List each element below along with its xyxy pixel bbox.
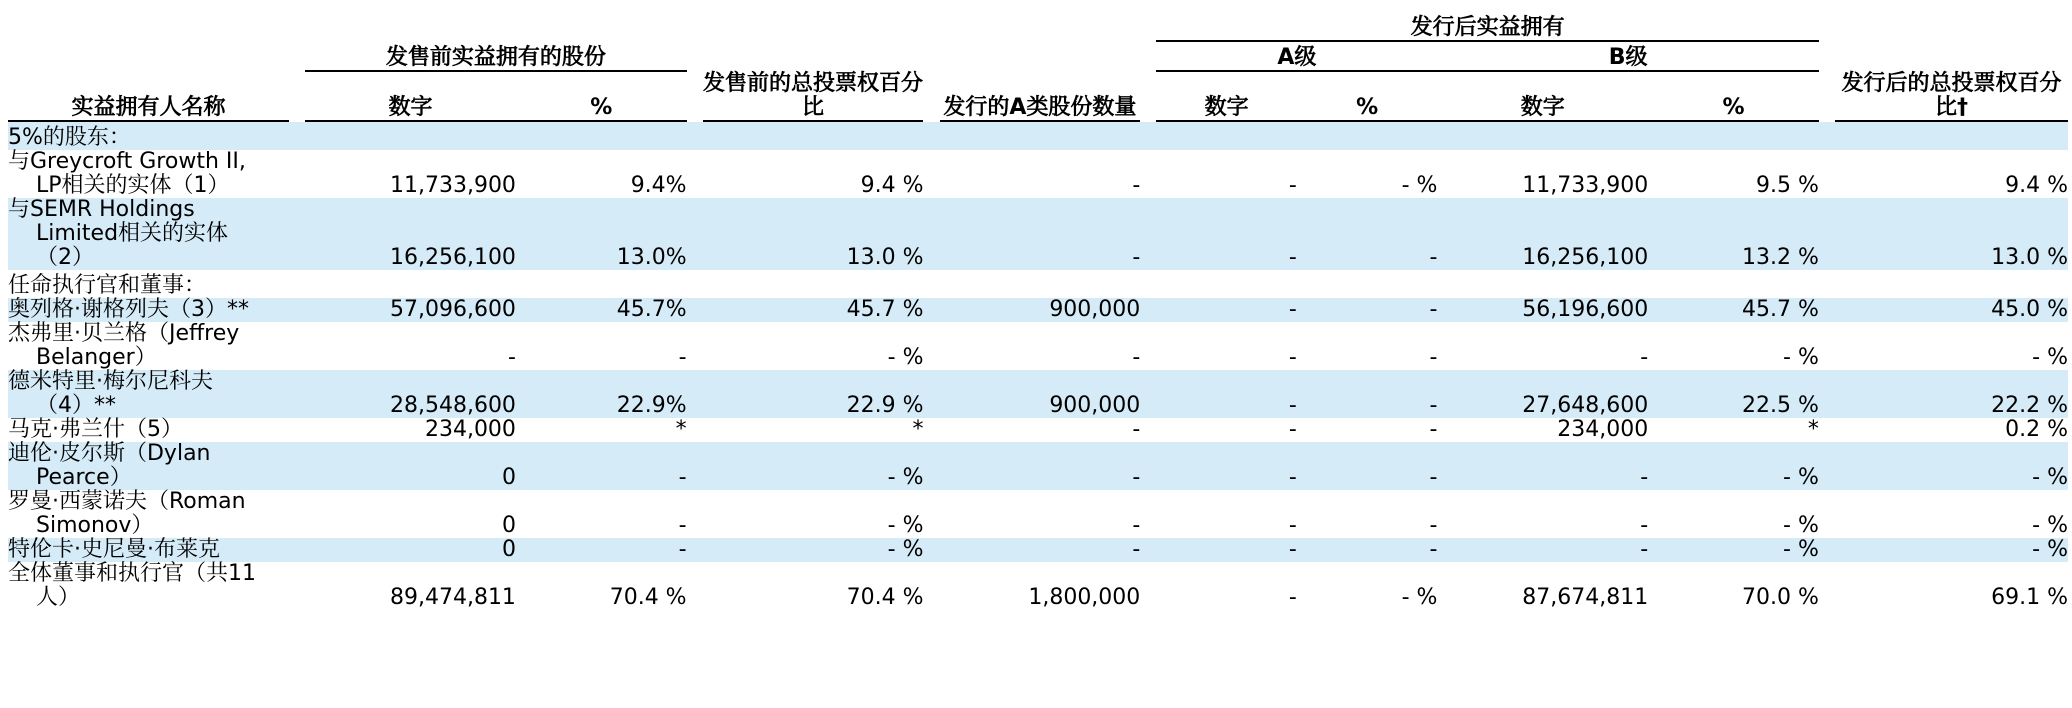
cell-a-num: - bbox=[1288, 417, 1297, 442]
cell-pre-vote: - % bbox=[703, 538, 924, 562]
cell-pre-num: 16,256,100 bbox=[305, 198, 516, 270]
cell-pre-pct: 45.7% bbox=[516, 298, 687, 322]
cell-pre-vote: * bbox=[912, 417, 924, 442]
post-offering-group-header: 发行后实益拥有 bbox=[1156, 6, 1819, 42]
owner-name bbox=[8, 298, 289, 322]
cell-b-pct: - % bbox=[1783, 345, 1819, 370]
cell-a-num: - bbox=[1156, 442, 1297, 490]
cell-b-pct: 45.7 % bbox=[1648, 298, 1819, 322]
owner-name-line: Limited相关的实体 bbox=[36, 221, 229, 246]
cell-post-vote: 45.0 % bbox=[1835, 298, 2068, 322]
cell-b-pct: 22.5 % bbox=[1648, 370, 1819, 418]
cell-a-pct: - bbox=[1297, 198, 1438, 270]
pre-offering-group-header: 发售前实益拥有的股份 bbox=[305, 42, 686, 72]
class-a-header: A级 bbox=[1156, 42, 1437, 72]
cell-post-vote: 22.2 % bbox=[1835, 370, 2068, 418]
cell-b-pct: 13.2 % bbox=[1648, 198, 1819, 270]
cell-b-num: 27,648,600 bbox=[1437, 370, 1648, 418]
cell-b-num: - bbox=[1640, 513, 1649, 538]
cell-a-offered: 1,800,000 bbox=[1028, 585, 1141, 610]
cell-pre-pct: - bbox=[516, 538, 687, 562]
cell-b-pct: 70.0 % bbox=[1742, 585, 1819, 610]
cell-a-offered: - bbox=[940, 198, 1141, 270]
section-label: 5%的股东： bbox=[8, 122, 2068, 150]
owner-name-line: 奥列格·谢格列夫（3）** bbox=[8, 297, 249, 322]
cell-b-pct: - % bbox=[1648, 538, 1819, 562]
class-b-header: B级 bbox=[1437, 42, 1818, 72]
owner-name-line: 与Greycroft Growth II, bbox=[8, 149, 246, 174]
cell-a-offered: - bbox=[1132, 345, 1141, 370]
table-row bbox=[8, 370, 2068, 418]
cell-b-num: 234,000 bbox=[1557, 417, 1649, 442]
table-row bbox=[8, 150, 2068, 198]
cell-pre-vote: 70.4 % bbox=[846, 585, 924, 610]
owner-name-line: Pearce） bbox=[36, 465, 132, 490]
owner-name-line: 罗曼·西蒙诺夫（Roman bbox=[8, 489, 246, 514]
table-row bbox=[8, 442, 2068, 490]
cell-pre-num: 0 bbox=[305, 538, 516, 562]
cell-post-vote: - % bbox=[1835, 442, 2068, 490]
owner-name-line: Belanger） bbox=[36, 345, 157, 370]
post-voting-header: 发行后的总投票权百分比† bbox=[1835, 72, 2068, 122]
table-row bbox=[8, 418, 2068, 442]
cell-b-pct: 9.5 % bbox=[1756, 173, 1819, 198]
owner-name bbox=[8, 418, 289, 442]
owner-name bbox=[8, 562, 289, 610]
table-body bbox=[8, 122, 2068, 610]
cell-pre-pct: - bbox=[678, 345, 687, 370]
cell-a-pct: - bbox=[1297, 298, 1438, 322]
cell-a-num: - bbox=[1288, 345, 1297, 370]
owner-name bbox=[8, 198, 289, 270]
cell-pre-vote: - % bbox=[703, 442, 924, 490]
cell-a-pct: - bbox=[1297, 538, 1438, 562]
table-row bbox=[8, 538, 2068, 562]
table-row bbox=[8, 198, 2068, 270]
cell-pre-vote: 22.9 % bbox=[703, 370, 924, 418]
table-row bbox=[8, 562, 2068, 610]
cell-pre-num: 0 bbox=[501, 513, 516, 538]
owner-name-line: LP相关的实体（1） bbox=[36, 173, 230, 198]
cell-pre-pct: 22.9% bbox=[516, 370, 687, 418]
owner-name-line: Simonov） bbox=[36, 513, 154, 538]
cell-pre-num: 89,474,811 bbox=[389, 585, 516, 610]
cell-a-num: - bbox=[1288, 173, 1297, 198]
cell-pre-pct: * bbox=[675, 417, 687, 442]
cell-a-offered: 900,000 bbox=[940, 370, 1141, 418]
cell-b-num: 11,733,900 bbox=[1522, 173, 1649, 198]
owner-name-header: 实益拥有人名称 bbox=[8, 72, 289, 122]
cell-post-vote: 69.1 % bbox=[1991, 585, 2068, 610]
owner-name bbox=[8, 442, 289, 490]
cell-a-pct: - bbox=[1297, 442, 1438, 490]
owner-name-line: 迪伦·皮尔斯（Dylan bbox=[8, 441, 211, 466]
cell-a-offered: - bbox=[1132, 417, 1141, 442]
cell-a-pct: - bbox=[1297, 370, 1438, 418]
cell-pre-vote: - % bbox=[887, 345, 924, 370]
cell-pre-num: 234,000 bbox=[424, 417, 516, 442]
owner-name-line: 杰弗里·贝兰格（Jeffrey bbox=[8, 321, 240, 346]
section-row bbox=[8, 270, 2068, 298]
cell-post-vote: 13.0 % bbox=[1835, 198, 2068, 270]
cell-b-num: - bbox=[1437, 442, 1648, 490]
class-a-offered-header: 发行的A类股份数量 bbox=[940, 72, 1141, 122]
owner-name bbox=[8, 538, 289, 562]
section-row bbox=[8, 122, 2068, 150]
owner-name bbox=[8, 490, 289, 538]
cell-b-pct: - % bbox=[1783, 513, 1819, 538]
cell-b-num: 16,256,100 bbox=[1437, 198, 1648, 270]
cell-b-num: - bbox=[1437, 538, 1648, 562]
cell-pre-pct: 70.4 % bbox=[609, 585, 687, 610]
owner-name-line: 德米特里·梅尔尼科夫 bbox=[8, 369, 213, 394]
pre-number-header: 数字 bbox=[305, 72, 516, 122]
owner-name-line: 人） bbox=[36, 585, 81, 610]
owner-name bbox=[8, 370, 289, 418]
cell-a-num: - bbox=[1156, 370, 1297, 418]
cell-pre-num: - bbox=[507, 345, 516, 370]
cell-a-offered: - bbox=[1132, 513, 1141, 538]
cell-a-offered: - bbox=[1132, 173, 1141, 198]
cell-a-num: - bbox=[1156, 538, 1297, 562]
cell-pre-pct: - bbox=[678, 513, 687, 538]
owner-name bbox=[8, 322, 289, 370]
cell-a-num: - bbox=[1156, 198, 1297, 270]
cell-a-pct: - % bbox=[1401, 173, 1438, 198]
cell-pre-vote: 9.4 % bbox=[860, 173, 924, 198]
pre-percent-header: % bbox=[516, 72, 687, 122]
section-label: 任命执行官和董事： bbox=[8, 273, 207, 298]
cell-post-vote: - % bbox=[1835, 538, 2068, 562]
cell-pre-pct: - bbox=[516, 442, 687, 490]
cell-pre-pct: 13.0% bbox=[516, 198, 687, 270]
cell-b-pct: * bbox=[1807, 417, 1819, 442]
cell-a-offered: 900,000 bbox=[940, 298, 1141, 322]
cell-pre-num: 11,733,900 bbox=[389, 173, 516, 198]
cell-pre-pct: 9.4% bbox=[630, 173, 687, 198]
beneficial-ownership-table bbox=[8, 6, 2068, 610]
owner-name bbox=[8, 150, 289, 198]
cell-pre-num: 28,548,600 bbox=[305, 370, 516, 418]
cell-a-offered: - bbox=[940, 442, 1141, 490]
cell-b-num: 87,674,811 bbox=[1522, 585, 1649, 610]
pre-voting-header: 发售前的总投票权百分比 bbox=[703, 71, 924, 120]
a-percent-header: % bbox=[1297, 72, 1438, 122]
cell-a-offered: - bbox=[940, 538, 1141, 562]
cell-b-num: - bbox=[1640, 345, 1649, 370]
owner-name-line: 马克·弗兰什（5） bbox=[8, 417, 183, 442]
cell-pre-vote: 13.0 % bbox=[703, 198, 924, 270]
owner-name-line: （4）** bbox=[36, 393, 116, 418]
cell-b-num: 56,196,600 bbox=[1437, 298, 1648, 322]
cell-pre-num: 57,096,600 bbox=[305, 298, 516, 322]
owner-name-line: 全体董事和执行官（共11 bbox=[8, 561, 256, 586]
cell-pre-vote: - % bbox=[887, 513, 924, 538]
table-row bbox=[8, 298, 2068, 322]
cell-b-pct: - % bbox=[1648, 442, 1819, 490]
cell-a-num: - bbox=[1288, 585, 1297, 610]
cell-a-pct: - bbox=[1429, 513, 1438, 538]
b-percent-header: % bbox=[1648, 72, 1819, 122]
cell-post-vote: 0.2 % bbox=[2005, 417, 2068, 442]
table-row bbox=[8, 322, 2068, 370]
owner-name-line: （2） bbox=[36, 245, 94, 270]
cell-pre-vote: 45.7 % bbox=[703, 298, 924, 322]
cell-post-vote: 9.4 % bbox=[2005, 173, 2068, 198]
cell-post-vote: - % bbox=[2032, 345, 2068, 370]
b-number-header: 数字 bbox=[1437, 72, 1648, 122]
cell-a-pct: - bbox=[1429, 345, 1438, 370]
owner-name-line: 与SEMR Holdings bbox=[8, 197, 195, 222]
owner-name-line: 特伦卡·史尼曼·布莱克 bbox=[8, 537, 220, 562]
cell-a-pct: - % bbox=[1401, 585, 1438, 610]
a-number-header: 数字 bbox=[1156, 72, 1297, 122]
cell-post-vote: - % bbox=[2032, 513, 2068, 538]
table-row bbox=[8, 490, 2068, 538]
cell-a-pct: - bbox=[1429, 417, 1438, 442]
cell-pre-num: 0 bbox=[305, 442, 516, 490]
cell-a-num: - bbox=[1156, 298, 1297, 322]
cell-a-num: - bbox=[1288, 513, 1297, 538]
